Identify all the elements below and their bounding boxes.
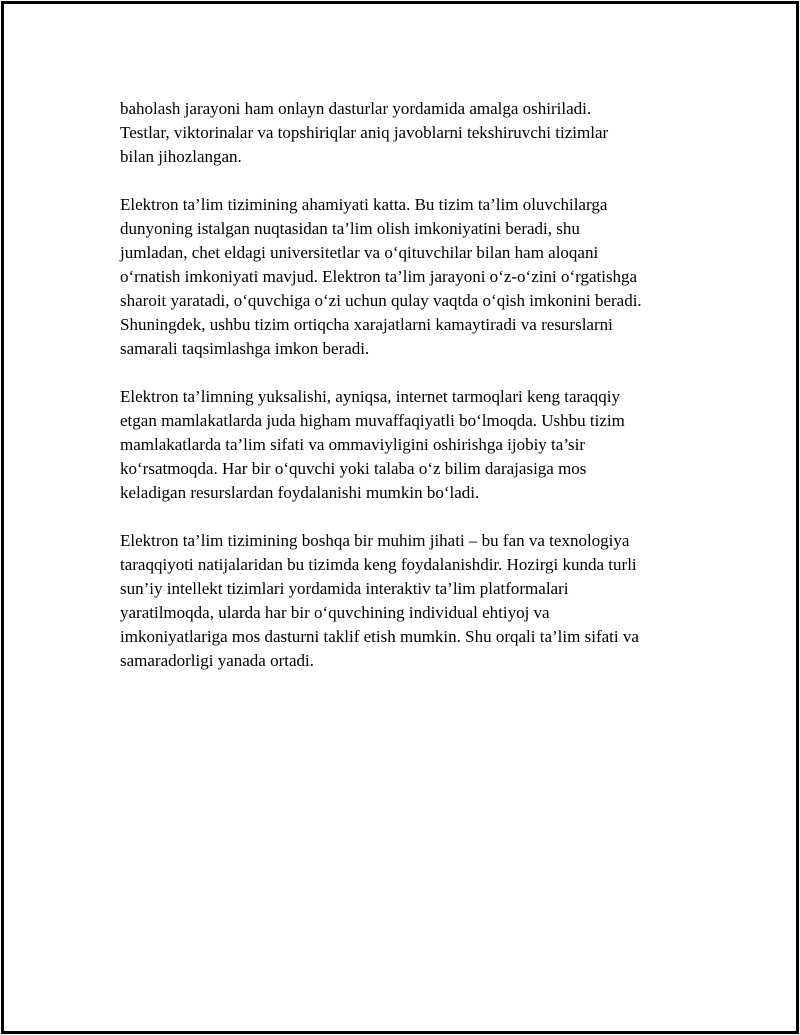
paragraph-2: Elektron ta’lim tizimining ahamiyati katta. Bu tizim ta’lim oluvchilarga dunyoning istalgan nuqtasidan ta’lim olish imkoniyatini beradi, shu jumladan, chet eldagi universitetlar va o‘qituvchilar bilan ham aloqani o‘rnatish imkoniyati mavjud. Elektron ta’lim jarayoni o‘z-o‘zini o‘rgatishga sharoit yaratadi, o‘quvchiga o‘zi uchun qulay vaqtda o‘qish imkonini beradi. Shuningdek, ushbu tizim ortiqcha xarajatlarni kamaytiradi va resurslarni samarali taqsimlashga imkon beradi. (120, 195, 642, 358)
paragraph-4: Elektron ta’lim tizimining boshqa bir muhim jihati – bu fan va texnologiya taraqqiyoti natijalaridan bu tizimda keng foydalanishdir. Hozirgi kunda turli sun’iy intellekt tizimlari yordamida interaktiv ta’lim platformalari yaratilmoqda, ularda har bir o‘quvchining individual ehtiyoj va imkoniyatlariga mos dasturni taklif etish mumkin. Shu orqali ta’lim sifati va samaradorligi yanada ortadi. (120, 531, 639, 670)
page-content (120, 97, 700, 697)
paragraph-3: Elektron ta’limning yuksalishi, ayniqsa, internet tarmoqlari keng taraqqiy etgan mamlakatlarda juda higham muvaffaqiyatli bo‘lmoqda. Ushbu tizim mamlakatlarda ta’lim sifati va ommaviyligini oshirishga ijobiy ta’sir ko‘rsatmoqda. Har bir o‘quvchi yoki talaba o‘z bilim darajasiga mos keladigan resurslardan foydalanishi mumkin bo‘ladi. (120, 387, 625, 502)
paragraph-1: baholash jarayoni ham onlayn dasturlar yordamida amalga oshiriladi. Testlar, viktorinalar va topshiriqlar aniq javoblarni tekshiruvchi tizimlar bilan jihozlangan. (120, 99, 609, 166)
page-frame (1, 1, 799, 1034)
